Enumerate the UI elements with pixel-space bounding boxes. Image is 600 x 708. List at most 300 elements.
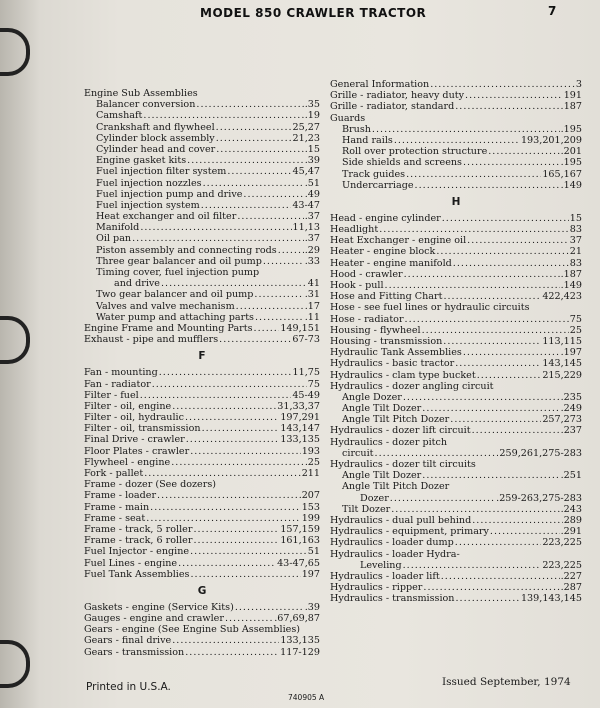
index-entry [84, 301, 320, 312]
index-entry [330, 481, 582, 492]
dot-leader [219, 334, 291, 345]
index-entry-label: Fuel Injector - engine [84, 546, 190, 558]
index-entry-label: Three gear balancer and oil pump [96, 255, 262, 267]
index-entry [330, 582, 582, 593]
index-column-right [330, 79, 582, 604]
index-entry [330, 560, 582, 571]
index-entry [330, 269, 582, 280]
index-entry-label: Grille - radiator, standard [330, 101, 455, 113]
index-entry-label: Brush [342, 123, 371, 135]
index-entry-page: 257,273 [542, 414, 582, 426]
index-entry-label: Hose - see fuel lines or hydraulic circuits [330, 302, 530, 314]
dot-leader [187, 155, 304, 166]
dot-leader [171, 457, 307, 468]
dot-leader [152, 379, 307, 390]
index-entry-page: .259-263,275-283 [496, 492, 582, 504]
index-entry-page: 43-47,65 [277, 557, 320, 569]
index-entry [330, 113, 582, 124]
index-entry-label: Water pump and attaching parts [96, 311, 254, 323]
index-entry-page: 223,225 [542, 537, 582, 549]
document-code: 740905 A [288, 693, 325, 702]
index-entry-page: .235 [560, 391, 582, 403]
index-entry-label: Hood - crawler [330, 268, 403, 280]
dot-leader [203, 178, 304, 189]
index-entry-page: 153 [301, 501, 320, 513]
index-entry-label: Balancer conversion [96, 99, 196, 111]
index-entry [330, 135, 582, 146]
index-entry-label: Two gear balancer and oil pump [96, 289, 254, 301]
index-entry [330, 302, 582, 313]
index-entry-label: Gears - engine (See Engine Sub Assemblies) [84, 624, 301, 636]
index-entry-label: Exhaust - pipe and mufflers [84, 334, 219, 346]
index-entry-page: .67,69,87 [274, 613, 320, 625]
index-entry-page: 207 [301, 490, 320, 502]
index-entry-label: Hydraulics - dual pull behind [330, 514, 472, 526]
index-entry-label: Angle Tilt Dozer [342, 470, 422, 482]
index-entry-page: 187 [563, 101, 582, 113]
index-entry-page: .149 [560, 280, 582, 291]
index-entry-page: .201 [560, 146, 582, 158]
index-entry [84, 423, 320, 434]
index-entry [84, 613, 320, 624]
dot-leader [442, 213, 569, 224]
index-entry-label: Valves and valve mechanism [96, 300, 235, 312]
index-entry-page: 143,145 [542, 358, 582, 370]
index-entry-page: .31 [304, 289, 320, 301]
dot-leader [406, 169, 541, 180]
index-entry [330, 504, 582, 515]
index-entry-page: .227 [560, 570, 582, 582]
index-entry-page: 193,201,209 [520, 134, 582, 146]
index-entry-label: Engine gasket kits [96, 155, 187, 167]
dot-leader [455, 537, 542, 548]
index-entry-label: Hydraulics - loader lift [330, 570, 440, 582]
index-entry-page: .19 [304, 110, 320, 122]
index-entry [84, 289, 320, 300]
index-entry [330, 90, 582, 101]
index-entry-page: 143,147 [280, 423, 320, 435]
index-entry [84, 647, 320, 658]
index-entry-label: Angle Tilt Pitch Dozer [342, 414, 450, 426]
index-entry-label: Gauges - engine and crawler [84, 613, 224, 625]
index-entry-label: Flywheel - engine [84, 456, 171, 468]
index-entry-page: .195 [560, 157, 582, 169]
index-column-left [84, 88, 320, 658]
index-entry [84, 379, 320, 390]
index-entry-page: 21 [569, 246, 582, 258]
dot-leader [190, 569, 300, 580]
index-entry [84, 323, 320, 334]
dot-leader [216, 122, 292, 133]
index-entry [84, 133, 320, 144]
dot-leader [190, 546, 307, 557]
dot-leader [372, 124, 560, 135]
index-entry-label: Hydraulics - dozer angling circuit [330, 380, 494, 392]
dot-leader [172, 635, 279, 646]
index-entry-page: .39 [304, 601, 320, 613]
dot-leader [254, 289, 303, 300]
dot-leader [422, 470, 559, 481]
index-entry-page: .35 [304, 99, 320, 111]
index-entry-page: .37 [304, 211, 320, 223]
index-entry [330, 347, 582, 358]
index-entry [330, 157, 582, 168]
index-entry-label: Fan - mounting [84, 367, 158, 379]
index-entry-page: .287 [560, 582, 582, 594]
index-entry [330, 403, 582, 414]
index-entry-label: Fuel Tank Assemblies [84, 568, 190, 580]
index-entry [330, 314, 582, 325]
index-entry [84, 446, 320, 457]
index-entry [330, 79, 582, 90]
index-entry-label: General Information [330, 79, 430, 90]
index-entry-label: Crankshaft and flywheel [96, 121, 215, 133]
index-entry-label: Leveling [360, 559, 402, 571]
dot-leader [235, 602, 304, 613]
index-entry-label: Track guides [342, 168, 406, 180]
index-entry-label: Hydraulic Tank Assemblies [330, 347, 462, 359]
index-entry-label: Fuel injection system [96, 199, 200, 211]
index-entry-label: Guards [330, 112, 366, 124]
dot-leader [225, 613, 273, 624]
index-entry-page: .291 [560, 526, 582, 538]
dot-leader [422, 325, 569, 336]
index-entry-page: 165,167 [542, 168, 582, 180]
dot-leader [146, 513, 300, 524]
index-entry-label: Manifold [96, 222, 140, 234]
index-entry-page: 45,47 [292, 166, 320, 178]
index-entry-page: 11,75 [292, 367, 320, 379]
index-entry-label: Cylinder block assembly [96, 132, 215, 144]
index-entry-page: .243 [560, 503, 582, 515]
index-entry-label: Hydraulics - loader Hydra- [330, 548, 460, 560]
index-entry-page: .49 [304, 188, 320, 200]
index-entry-label: Filter - oil, engine [84, 400, 172, 412]
index-entry-page: 75 [307, 378, 320, 390]
index-entry-label: Frame - track, 5 roller [84, 523, 193, 535]
dot-leader [144, 468, 301, 479]
index-entry-page: 113,115 [542, 335, 582, 347]
index-entry [84, 624, 320, 635]
index-entry-page: 25 [307, 456, 320, 468]
index-entry [84, 457, 320, 468]
index-entry [84, 122, 320, 133]
index-entry-page: .195 [560, 123, 582, 135]
index-entry [84, 334, 320, 345]
index-entry-label: Frame - loader [84, 490, 157, 502]
dot-leader [202, 423, 280, 434]
index-entry-page: 75 [569, 313, 582, 325]
index-entry-page: 237 [563, 425, 582, 437]
index-entry-page: 149,151 [280, 322, 320, 334]
index-entry-label: Housing - transmission [330, 335, 443, 347]
index-entry [330, 101, 582, 112]
dot-leader [172, 401, 276, 412]
index-entry-page: 67-73 [292, 334, 320, 346]
index-entry-page: 157,159 [280, 523, 320, 535]
index-entry-label: Cylinder head and cover [96, 143, 216, 155]
index-entry-label: Head - engine cylinder [330, 212, 441, 224]
index-entry-page: 215,229 [542, 369, 582, 381]
index-entry [330, 470, 582, 481]
index-entry [84, 546, 320, 557]
dot-leader [443, 336, 541, 347]
index-entry-page: 191 [563, 90, 582, 102]
index-entry-page: 83 [569, 257, 582, 269]
index-entry-page: 193 [301, 445, 320, 457]
dot-leader [227, 166, 291, 177]
index-entry [330, 325, 582, 336]
dot-leader [465, 90, 563, 101]
dot-leader [178, 558, 276, 569]
index-entry [84, 166, 320, 177]
index-entry [84, 524, 320, 535]
dot-leader [423, 582, 559, 593]
dot-leader [394, 135, 520, 146]
index-entry-page: .149 [560, 179, 582, 191]
dot-leader [422, 403, 559, 414]
index-entry [330, 146, 582, 157]
index-entry-page: 211 [301, 468, 320, 479]
dot-leader [455, 101, 562, 112]
index-entry [330, 526, 582, 537]
index-entry-label: Timing cover, fuel injection pump [96, 267, 260, 278]
printed-in-note: Printed in U.S.A. [86, 681, 171, 693]
index-entry-page: 199 [301, 512, 320, 524]
index-entry [84, 88, 320, 99]
index-entry-page: 43-47 [292, 199, 320, 211]
index-entry-label: Fuel injection pump and drive [96, 188, 243, 200]
dot-leader [390, 493, 495, 504]
index-entry-label: Final Drive - crawler [84, 434, 185, 446]
index-entry [330, 336, 582, 347]
index-entry [84, 312, 320, 323]
index-entry-page: 51 [307, 546, 320, 558]
index-entry-page: 223,225 [542, 559, 582, 571]
index-entry [84, 256, 320, 267]
dot-leader [140, 390, 292, 401]
index-entry [330, 437, 582, 448]
index-entry-page: .29 [304, 244, 320, 256]
index-entry-page: .11 [304, 311, 320, 323]
index-entry [84, 222, 320, 233]
index-entry-page: 3 [575, 79, 582, 90]
index-entry-page: 25,27 [292, 121, 320, 133]
index-entry-label: Undercarriage [342, 179, 414, 191]
index-entry [330, 258, 582, 269]
index-entry [330, 459, 582, 470]
dot-leader [243, 189, 303, 200]
index-entry-label: Hydraulics - transmission [330, 593, 455, 605]
index-entry [330, 425, 582, 436]
index-entry [84, 502, 320, 513]
index-entry-label: Angle Tilt Dozer [342, 403, 422, 415]
index-entry-page: .37 [304, 233, 320, 245]
index-entry [330, 280, 582, 291]
dot-leader [403, 392, 560, 403]
index-entry [84, 434, 320, 445]
index-entry [330, 224, 582, 235]
dot-leader [477, 370, 542, 381]
index-entry-label: Hose and Fitting Chart [330, 291, 443, 303]
index-entry-page: .17 [304, 300, 320, 312]
index-entry-label: Grille - radiator, heavy duty [330, 90, 465, 102]
index-entry-label: Angle Tilt Pitch Dozer [342, 481, 450, 493]
dot-leader [161, 278, 307, 289]
dot-leader [236, 301, 304, 312]
index-entry-label: circuit [342, 447, 374, 459]
index-entry [84, 367, 320, 378]
index-entry [84, 468, 320, 479]
index-entry [84, 211, 320, 222]
dot-leader [254, 323, 280, 334]
index-entry-label: Gears - final drive [84, 635, 172, 647]
dot-leader [441, 571, 560, 582]
dot-leader [193, 535, 279, 546]
index-entry-label: Fan - radiator [84, 378, 151, 390]
index-entry-page: .15 [304, 143, 320, 155]
dot-leader [404, 269, 560, 280]
index-entry-page: .33 [304, 255, 320, 267]
index-entry-page: 197,291 [280, 412, 320, 424]
index-entry-label: Dozer [360, 492, 389, 504]
dot-leader [375, 448, 499, 459]
index-entry-page: 45-49 [292, 389, 320, 401]
index-entry-label: Fork - pallet [84, 468, 144, 479]
index-entry-page: 21,23 [292, 132, 320, 144]
dot-leader [472, 515, 562, 526]
dot-leader [132, 233, 304, 244]
section-letter-h: H [451, 195, 461, 208]
index-entry-page: .197 [560, 347, 582, 359]
dot-leader [216, 144, 304, 155]
index-entry-label: Hydraulics - equipment, primary [330, 526, 489, 538]
dot-leader [436, 246, 568, 257]
index-entry-label: Hand rails [342, 134, 393, 146]
index-entry [84, 245, 320, 256]
dot-leader [196, 99, 303, 110]
index-entry-label: Fuel Lines - engine [84, 557, 178, 569]
index-entry-page: 117-129 [280, 646, 320, 658]
dot-leader [185, 647, 279, 658]
index-entry-label: Hydraulics - loader dump [330, 537, 454, 549]
index-entry-label: Hydraulics - dozer tilt circuits [330, 459, 476, 470]
index-entry-page: .187 [560, 268, 582, 280]
index-entry [330, 213, 582, 224]
dot-leader [463, 347, 560, 358]
dot-leader [237, 211, 303, 222]
index-entry-page: 139,143,145 [520, 593, 582, 605]
index-entry [330, 358, 582, 369]
index-entry [330, 246, 582, 257]
index-entry [330, 593, 582, 604]
dot-leader [379, 224, 569, 235]
dot-leader [405, 314, 569, 325]
index-entry-label: Frame - track, 6 roller [84, 535, 193, 547]
index-entry [330, 493, 582, 504]
index-entry-label: Gears - transmission [84, 646, 185, 658]
index-entry-label: Angle Dozer [342, 391, 402, 403]
index-entry [330, 515, 582, 526]
index-entry-page: .249 [560, 403, 582, 415]
dot-leader [157, 490, 301, 501]
index-entry-label: Hydraulics - basic tractor [330, 358, 455, 370]
index-entry-label: Hose - radiator [330, 313, 404, 325]
index-entry-label: Frame - seat [84, 512, 146, 524]
index-entry-label: Frame - main [84, 501, 150, 513]
dot-leader [443, 291, 541, 302]
index-entry-label: Engine Sub Assemblies [84, 88, 198, 99]
section-letter-f: F [198, 350, 206, 363]
section-letter-g: G [197, 584, 207, 597]
index-entry [84, 178, 320, 189]
index-entry-page: 25 [569, 324, 582, 336]
index-entry-label: Hydraulics - clam type bucket [330, 369, 476, 381]
index-entry-page: 259,261,275-283 [499, 447, 582, 459]
page-title: MODEL 850 CRAWLER TRACTOR [200, 6, 427, 20]
dot-leader [453, 258, 569, 269]
binder-ring [0, 316, 30, 364]
dot-leader [150, 502, 301, 513]
index-entry [84, 390, 320, 401]
index-entry-page: .251 [560, 470, 582, 482]
dot-leader [140, 222, 291, 233]
dot-leader [467, 235, 569, 246]
index-entry [84, 535, 320, 546]
index-entry-page: 161,163 [280, 535, 320, 547]
index-entry [84, 144, 320, 155]
index-entry-page: 133,135 [280, 434, 320, 446]
index-entry [330, 370, 582, 381]
index-entry-page: 422,423 [542, 291, 582, 303]
index-entry-page: 37 [569, 235, 582, 247]
index-entry-label: Fuel injection filter system [96, 166, 227, 178]
dot-leader [472, 425, 563, 436]
index-entry [84, 490, 320, 501]
index-entry [84, 401, 320, 412]
index-entry [330, 124, 582, 135]
index-entry [84, 602, 320, 613]
index-entry [330, 180, 582, 191]
index-entry [84, 635, 320, 646]
dot-leader [455, 358, 541, 369]
dot-leader [385, 280, 560, 291]
index-entry-page: 41 [307, 278, 320, 290]
index-entry [330, 291, 582, 302]
dot-leader [430, 79, 575, 90]
index-entry [330, 381, 582, 392]
dot-leader [263, 256, 304, 267]
index-entry [84, 189, 320, 200]
index-entry-page: 11,13 [292, 222, 320, 234]
index-entry [84, 233, 320, 244]
index-entry-label: Heat Exchanger - engine oil [330, 235, 467, 247]
index-entry [330, 448, 582, 459]
index-entry [84, 278, 320, 289]
index-entry-label: Floor Plates - crawler [84, 445, 190, 457]
page-number: 7 [548, 4, 557, 18]
index-entry [330, 549, 582, 560]
index-entry [84, 267, 320, 278]
index-entry-page: .51 [304, 177, 320, 189]
dot-leader [185, 412, 279, 423]
index-entry [84, 110, 320, 121]
dot-leader [490, 526, 560, 537]
index-entry-label: Engine Frame and Mounting Parts [84, 322, 253, 334]
index-entry-label: Camshaft [96, 110, 143, 122]
index-entry [84, 412, 320, 423]
index-entry-page: 31,33,37 [277, 400, 320, 412]
